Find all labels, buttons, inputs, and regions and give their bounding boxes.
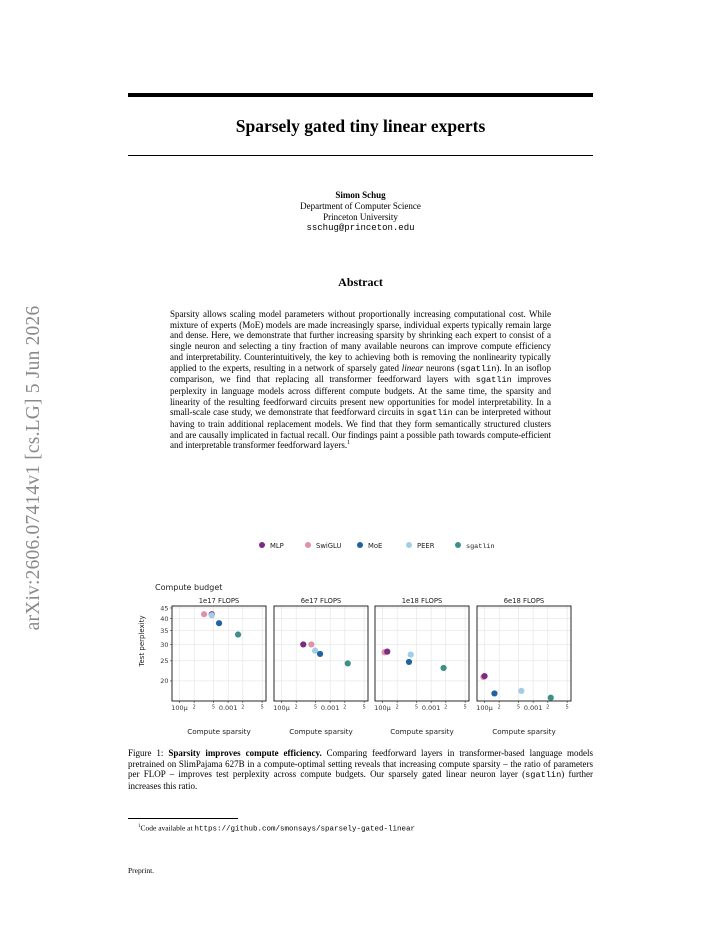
abstract-body [170, 309, 551, 451]
abstract-text-2: neurons ( [423, 362, 461, 373]
abstract-code-2: sgatlin [475, 375, 512, 386]
legend-marker-peer [406, 542, 412, 548]
abstract-heading: Abstract [338, 275, 383, 289]
data-point-sgatlin [235, 631, 241, 637]
legend-marker-sgatlin [455, 542, 461, 548]
data-point-mlp [300, 641, 306, 647]
x-tick-label: 100μ [273, 704, 290, 712]
data-point-moe [317, 651, 323, 657]
data-point-mlp [481, 673, 487, 679]
data-point-moe [406, 659, 412, 665]
figure-caption [128, 748, 593, 791]
caption-bold: Sparsity improves compute efficiency. [168, 748, 322, 758]
x-tick-label: 2 [192, 705, 196, 711]
author-name: Simon Schug [335, 190, 386, 200]
legend-marker-mlp [259, 542, 265, 548]
x-tick-label: 5 [211, 705, 216, 711]
paper-title: Sparsely gated tiny linear experts [235, 116, 486, 136]
x-tick-label: 2 [546, 705, 550, 711]
data-point-sgatlin [440, 665, 446, 671]
caption-text-2: ) further increases this ratio. [128, 769, 593, 791]
legend-marker-swiglu [305, 542, 311, 548]
x-tick-label: 2 [241, 705, 245, 711]
y-tick-label: 30 [160, 640, 169, 649]
data-point-peer [518, 688, 524, 694]
data-point-moe [491, 690, 497, 696]
author-block [128, 190, 593, 234]
panel-frame-4 [477, 606, 571, 701]
data-point-peer [408, 651, 414, 657]
abstract-code-3: sgatlin [416, 408, 453, 419]
x-tick-label: 5 [414, 705, 419, 711]
figure-1-chart [128, 536, 593, 741]
footnote-url-link[interactable]: https://github.com/smonsays/sparsely-gated-linear [194, 825, 415, 834]
arxiv-side-stamp [14, 268, 54, 668]
x-tick-label: 5 [313, 705, 318, 711]
x-tick-label: 100μ [374, 704, 391, 712]
caption-label: Figure 1: [128, 748, 169, 758]
x-axis-label-2: Compute sparsity [289, 727, 353, 736]
arxiv-identifier: arXiv:2606.07414v1 [cs.LG] 5 Jun 2026 [23, 305, 44, 631]
compute-budget-label: Compute budget [155, 583, 223, 592]
legend-label-mlp: MLP [270, 542, 284, 550]
panel-title-4: 6e18 FLOPS [503, 597, 545, 605]
x-tick-label: 0.001 [421, 704, 441, 712]
y-axis-label: Test perplexity [138, 615, 146, 667]
author-institution: Princeton University [323, 212, 398, 222]
abstract-text-1: Sparsity allows scaling model parameters without proportionally increasing computational cost. While mixture of experts (MoE) models are made increasingly sparse, individual experts typically remain large and dense. Here, we demonstrate that further increasing sparsity by shrinking each expert to consist of a single neuron and selecting a tiny fraction of many available neurons can improve compute efficiency and interpretability. Counterintuitively, the key to achieving both is removing the nonlinearity typically applied to the experts, resulting in a network of sparsely gated [170, 309, 551, 373]
title-rule-bottom [128, 155, 593, 156]
y-tick-label: 45 [160, 604, 169, 613]
x-tick-label: 5 [362, 705, 366, 711]
x-tick-label: 100μ [171, 704, 188, 712]
y-tick-label: 20 [160, 677, 169, 686]
author-email[interactable]: sschug@princeton.edu [306, 223, 415, 233]
caption-code: sgatlin [525, 770, 562, 781]
x-axis-label-3: Compute sparsity [390, 727, 454, 736]
x-tick-label: 2 [343, 705, 347, 711]
x-tick-label: 5 [260, 705, 264, 711]
abstract-text-3: ). In an isoflop comparison, we find that replacing all transformer feedforward layers with [170, 362, 551, 385]
data-point-swiglu [201, 611, 207, 617]
abstract-code-1: sgatlin [460, 363, 497, 374]
footnote-rule [128, 818, 238, 819]
x-tick-label: 5 [463, 705, 467, 711]
x-axis-label-1: Compute sparsity [187, 727, 251, 736]
panel-title-1: 1e17 FLOPS [198, 597, 240, 605]
author-department: Department of Computer Science [300, 201, 421, 211]
x-tick-label: 0.001 [523, 704, 543, 712]
legend-marker-moe [357, 542, 363, 548]
y-tick-label: 40 [160, 614, 169, 623]
title-rule-top [128, 93, 593, 97]
legend-label-peer: PEER [417, 542, 435, 550]
footnote-mark: 1 [138, 824, 141, 829]
x-tick-label: 2 [497, 705, 501, 711]
legend-label-swiglu: SwiGLU [316, 542, 342, 550]
panel-title-2: 6e17 FLOPS [300, 597, 342, 605]
x-tick-label: 5 [565, 705, 569, 711]
abstract-footnote-mark[interactable]: 1 [347, 440, 351, 447]
x-tick-label: 0.001 [218, 704, 238, 712]
footnote-text: Code available at [140, 823, 195, 833]
data-point-sgatlin [548, 695, 554, 701]
x-tick-label: 5 [516, 705, 521, 711]
abstract-text-4: improves perplexity in language models across different compute budgets. At the same time, the sparsity and linearity of the resulting feedforward circuits present new opportunities for model interpretability. In a small-scale case study, we demonstrate that feedforward circuits in [170, 374, 551, 418]
x-tick-label: 0.001 [320, 704, 340, 712]
x-tick-label: 2 [294, 705, 298, 711]
x-tick-label: 100μ [476, 704, 493, 712]
preprint-label: Preprint. [128, 866, 155, 875]
x-axis-label-4: Compute sparsity [492, 727, 556, 736]
data-point-moe [216, 620, 222, 626]
y-tick-label: 25 [160, 657, 169, 666]
panel-title-3: 1e18 FLOPS [401, 597, 443, 605]
x-tick-label: 2 [395, 705, 399, 711]
x-tick-label: 2 [444, 705, 448, 711]
data-point-peer [209, 612, 215, 618]
data-point-sgatlin [345, 660, 351, 666]
caption-text-1: Comparing feedforward layers in transformer-based language models pretrained on SlimPajama 627B in a compute-optimal setting reveals that increasing compute sparsity – the ratio of parameters per FLOP – improves test perplexity across compute budgets. Our sparsely gated linear neuron layer ( [128, 748, 594, 780]
abstract-text-5: can be interpreted without having to train additional replacement models. We find that they form semantically structured clusters and are causally implicated in factual recall. Our findings paint a possible path towards compute-efficient and interpretable transformer feedforward layers. [170, 407, 551, 451]
abstract-linear-word: linear [401, 362, 424, 373]
data-point-swiglu [308, 641, 314, 647]
legend-label-sgatlin: sgatlin [466, 543, 495, 551]
figure-1 [128, 536, 593, 741]
legend-label-moe: MoE [368, 542, 383, 550]
data-point-mlp [384, 649, 390, 655]
y-tick-label: 35 [160, 626, 169, 635]
footnote [138, 822, 598, 835]
